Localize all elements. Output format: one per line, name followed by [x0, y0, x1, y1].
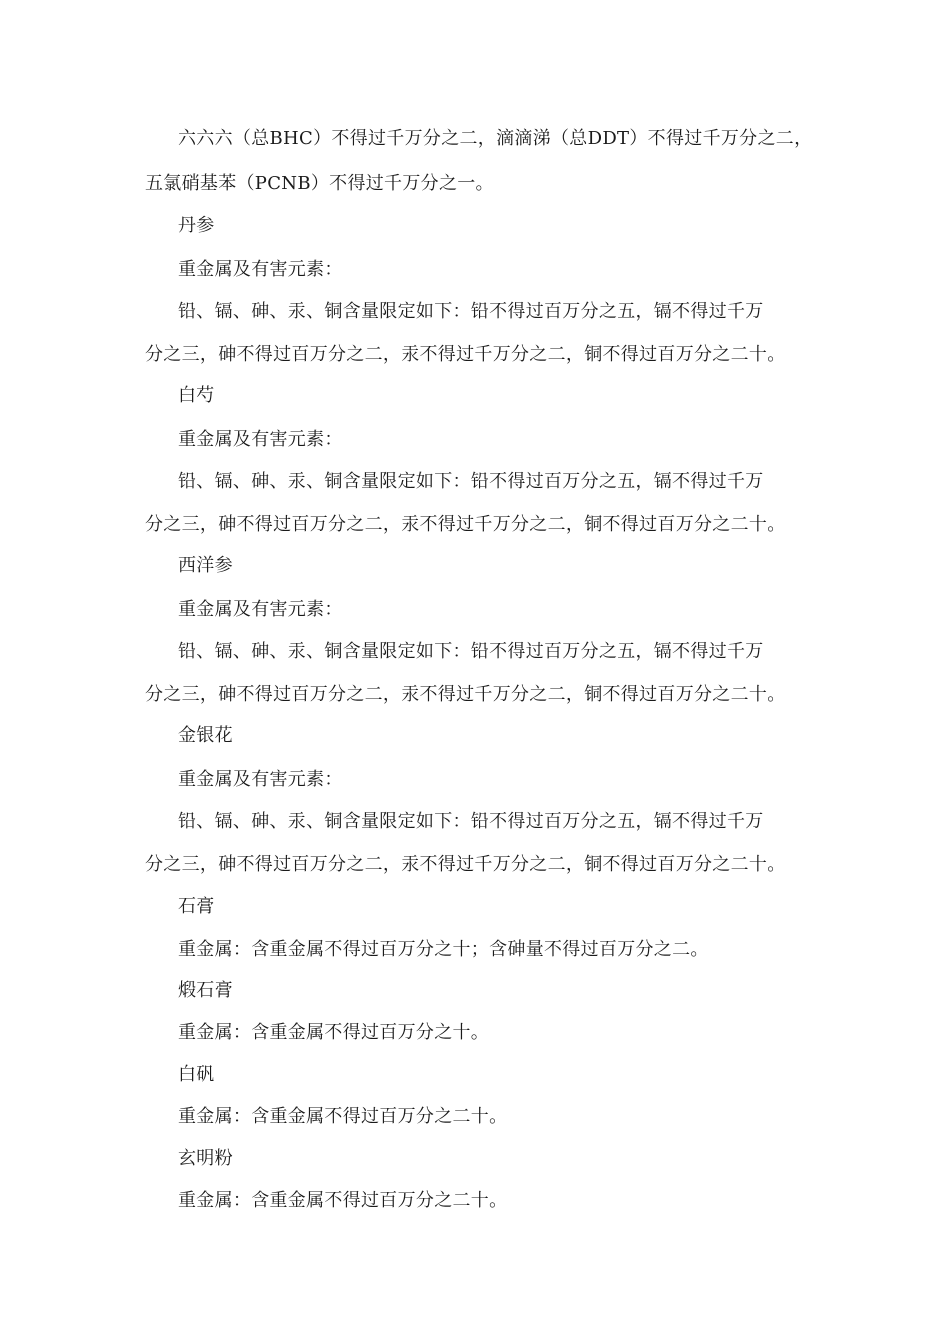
metal-limits-line-1: 铅、镉、砷、汞、铜含量限定如下：铅不得过百万分之五，镉不得过千万 [178, 471, 764, 492]
heavy-metal-heading: 重金属及有害元素： [178, 769, 343, 790]
herb-heading-danshen: 丹参 [178, 215, 215, 236]
metal-limits-line-1: 铅、镉、砷、汞、铜含量限定如下：铅不得过百万分之五，镉不得过千万 [178, 811, 764, 832]
herb-heading-jinyinhua: 金银花 [178, 725, 233, 746]
pesticide-limits-line-2: 五氯硝基苯（PCNB）不得过千万分之一。 [145, 173, 494, 194]
metal-limits-line-2: 分之三，砷不得过百万分之二，汞不得过千万分之二，铜不得过百万分之二十。 [145, 514, 786, 535]
herb-heading-baifan: 白矾 [178, 1064, 215, 1085]
herb-heading-xiyangshen: 西洋参 [178, 555, 233, 576]
herb-heading-shigao: 石膏 [178, 896, 215, 917]
herb-heading-duanshigao: 煅石膏 [178, 980, 233, 1001]
heavy-metal-heading: 重金属及有害元素： [178, 599, 343, 620]
heavy-metal-limit: 重金属：含重金属不得过百万分之二十。 [178, 1190, 508, 1211]
pesticide-limits-line-1: 六六六（总BHC）不得过千万分之二，滴滴涕（总DDT）不得过千万分之二， [178, 128, 813, 149]
heavy-metal-heading: 重金属及有害元素： [178, 259, 343, 280]
herb-heading-baishao: 白芍 [178, 385, 215, 406]
metal-limits-line-1: 铅、镉、砷、汞、铜含量限定如下：铅不得过百万分之五，镉不得过千万 [178, 641, 764, 662]
herb-heading-xuanmingfen: 玄明粉 [178, 1148, 233, 1169]
heavy-metal-heading: 重金属及有害元素： [178, 429, 343, 450]
metal-limits-line-1: 铅、镉、砷、汞、铜含量限定如下：铅不得过百万分之五，镉不得过千万 [178, 301, 764, 322]
heavy-metal-limit: 重金属：含重金属不得过百万分之十；含砷量不得过百万分之二。 [178, 939, 709, 960]
metal-limits-line-2: 分之三，砷不得过百万分之二，汞不得过千万分之二，铜不得过百万分之二十。 [145, 344, 786, 365]
metal-limits-line-2: 分之三，砷不得过百万分之二，汞不得过千万分之二，铜不得过百万分之二十。 [145, 854, 786, 875]
metal-limits-line-2: 分之三，砷不得过百万分之二，汞不得过千万分之二，铜不得过百万分之二十。 [145, 684, 786, 705]
heavy-metal-limit: 重金属：含重金属不得过百万分之十。 [178, 1022, 490, 1043]
heavy-metal-limit: 重金属：含重金属不得过百万分之二十。 [178, 1106, 508, 1127]
